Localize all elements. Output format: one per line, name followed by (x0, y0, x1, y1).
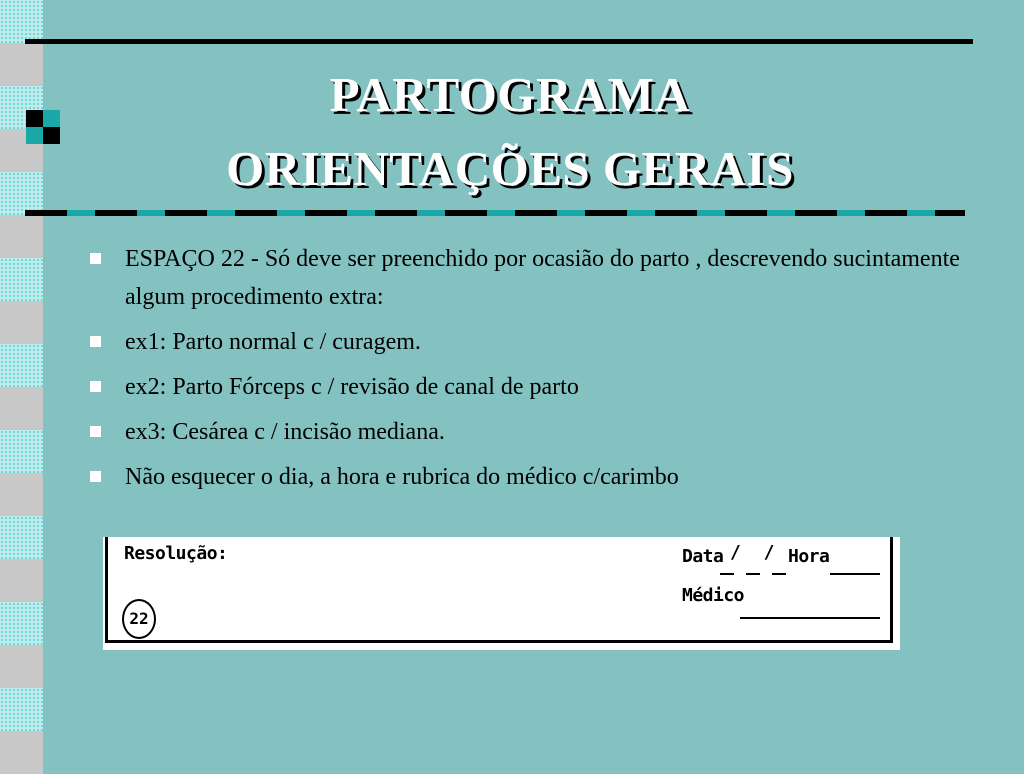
strip-block (0, 430, 43, 473)
strip-block (0, 258, 43, 301)
strip-block (0, 215, 43, 258)
top-rule (25, 39, 973, 44)
checker-square-icon (26, 110, 60, 144)
strip-block (0, 387, 43, 430)
date-year-line (772, 573, 786, 575)
date-label: Data (682, 546, 724, 567)
title-line-1: PARTOGRAMA (329, 67, 691, 122)
form-frame (105, 537, 893, 643)
bullet-text: ESPAÇO 22 - Só deve ser preenchido por ocasião do parto , descrevendo sucintamente algum procedimento extra: (125, 246, 960, 310)
strip-block (0, 43, 43, 86)
bullet-item (88, 458, 968, 496)
bullet-item (88, 413, 968, 451)
square-bullet-icon (90, 471, 101, 482)
doctor-line (740, 617, 880, 619)
strip-block (0, 516, 43, 559)
hour-line (830, 573, 880, 575)
bullet-text: ex3: Cesárea c / incisão mediana. (125, 419, 445, 445)
strip-block (0, 344, 43, 387)
square-bullet-icon (90, 336, 101, 347)
field-number-badge: 22 (122, 599, 156, 639)
title-line-2: ORIENTAÇÕES GERAIS (226, 141, 794, 196)
date-month-line (746, 573, 760, 575)
strip-block (0, 473, 43, 516)
doctor-label: Médico (682, 585, 745, 606)
strip-block (0, 172, 43, 215)
dashed-rule (25, 210, 965, 216)
square-bullet-icon (90, 426, 101, 437)
bullet-item (88, 368, 968, 406)
date-day-line (720, 573, 734, 575)
strip-block (0, 602, 43, 645)
bullet-item (88, 323, 968, 361)
bullet-text: ex1: Parto normal c / curagem. (125, 329, 421, 355)
date-separators: / / (730, 542, 781, 563)
strip-block (0, 301, 43, 344)
hour-label: Hora (788, 546, 830, 567)
strip-block (0, 0, 43, 43)
strip-block (0, 559, 43, 602)
strip-block (0, 645, 43, 688)
square-bullet-icon (90, 253, 101, 264)
resolution-label: Resolução: (124, 543, 228, 564)
bullet-text: Não esquecer o dia, a hora e rubrica do médico c/carimbo (125, 464, 679, 490)
form-excerpt-image (103, 537, 900, 650)
bullet-text: ex2: Parto Fórceps c / revisão de canal de parto (125, 374, 579, 400)
square-bullet-icon (90, 381, 101, 392)
bullet-item (88, 240, 968, 316)
bullet-list (88, 240, 968, 503)
strip-block (0, 688, 43, 731)
slide-title (60, 58, 960, 206)
